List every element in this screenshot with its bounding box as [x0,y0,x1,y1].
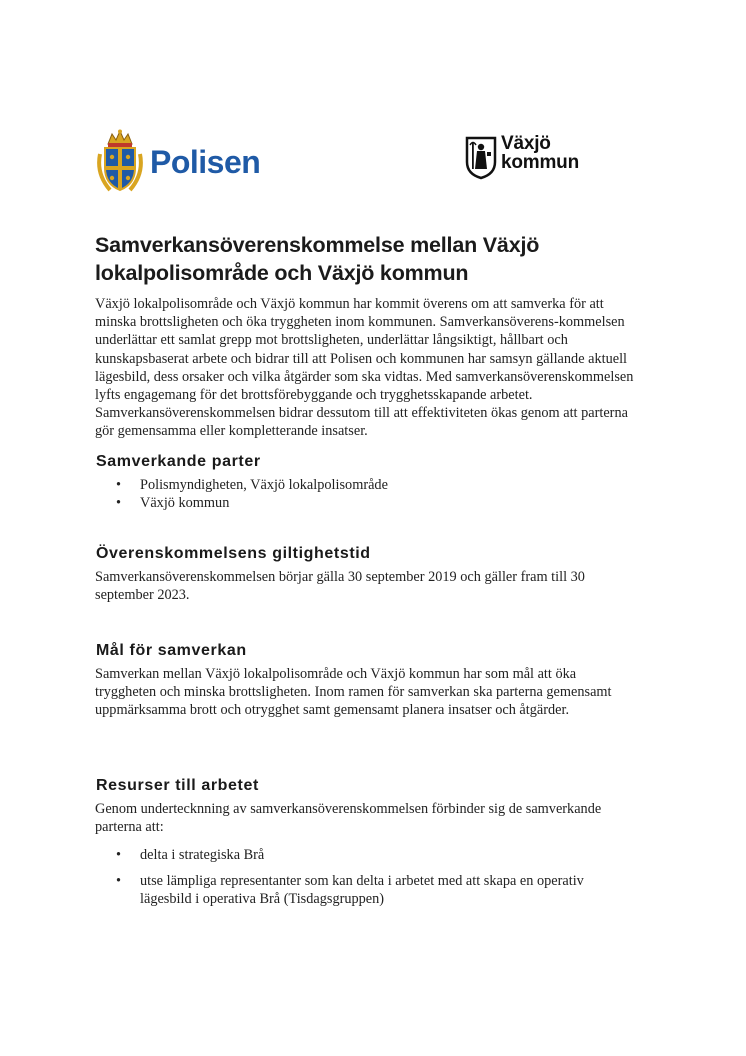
vaxjo-logo-text [501,134,579,172]
vaxjo-coat-of-arms-icon [465,136,497,180]
list-item [116,494,636,512]
parties-list [116,476,636,512]
bullet: • [116,873,122,890]
vaxjo-logo-line2: kommun [501,152,579,173]
section-heading-parties: Samverkande parter [96,453,261,470]
document-title: Samverkansöverenskommelse mellan Växjö lokalpolisområde och Växjö kommun [95,233,540,285]
section-heading-goals: Mål för samverkan [96,642,247,659]
list-item [116,872,636,908]
resources-paragraph: Genom undertecknning av samverkansöverenskommelsen förbinder sig de samverkande parterna att: [95,801,602,836]
list-item-text: utse lämpliga representanter som kan delta i arbetet med att skapa en operativ lägesbild i operativa Brå (Tisdagsgruppen) [140,873,584,908]
bullet: • [116,495,122,512]
resources-list [116,846,636,909]
polisen-logo-text: Polisen [150,144,261,180]
bullet: • [116,477,122,493]
vaxjo-kommun-logo [465,134,605,182]
list-item [116,846,636,864]
list-item [116,476,636,494]
police-emblem-icon [94,128,146,196]
list-item-text: Växjö kommun [140,495,230,512]
validity-paragraph: Samverkansöverenskommelsen börjar gälla 30 september 2019 och gäller fram till 30 september 2023. [95,569,585,604]
goals-paragraph: Samverkan mellan Växjö lokalpolisområde och Växjö kommun har som mål att öka tryggheten och minska brottsligheten. Inom ramen för samverkan ska parterna gemensamt uppmärksamma brott och otrygghet samt gemensamt planera insatser och åtgärder. [95,666,612,719]
list-item-text: Polismyndigheten, Växjö lokalpolisområde [140,477,388,493]
intro-paragraph: Växjö lokalpolisområde och Växjö kommun har kommit överens om att samverka för att minska brottsligheten och öka tryggheten inom kommunen. Samverkansöverens-kommelsen underlättar ett samlat grepp mot brottsligheten, underlättar långsiktigt, hållbart och kunskapsbaserat arbete och bidrar till att Polisen och kommunen har samsyn gällande aktuell lägesbild, dess orsaker och vilka åtgärder som ska vidtas. Med samverkansöverenskommelsen lyfts engagemang för det brottsförebyggande och trygghetsskapande arbetet. Samverkansöverenskommelsen bidrar dessutom till att effektiviteten ökas genom att parterna gör gemensamma eller kompletterande insatser. [95,296,634,440]
vaxjo-logo-line1: Växjö [501,133,551,154]
section-heading-validity: Överenskommelsens giltighetstid [96,545,371,562]
polisen-logo [94,128,284,196]
bullet: • [116,847,122,863]
list-item-text: delta i strategiska Brå [140,847,265,863]
section-heading-resources: Resurser till arbetet [96,777,259,794]
